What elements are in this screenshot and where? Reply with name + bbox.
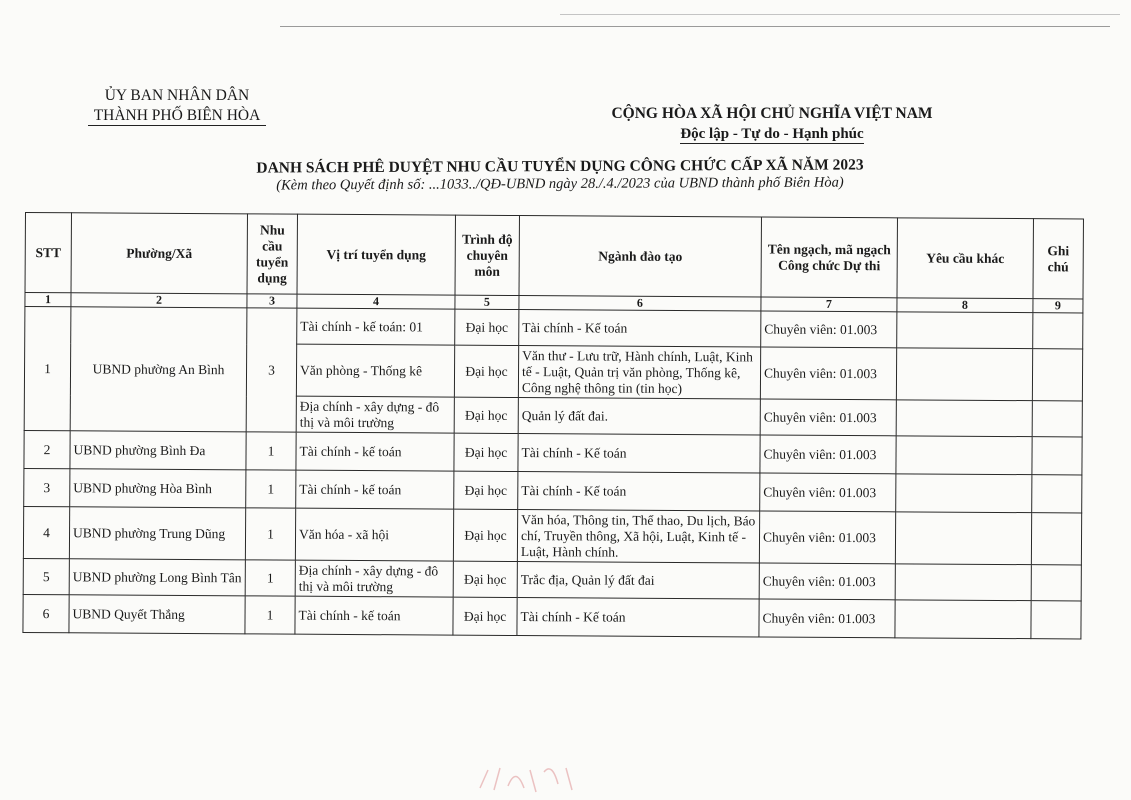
national-motto: Độc lập - Tự do - Hạnh phúc [680, 126, 864, 142]
col-number: 1 [25, 293, 71, 307]
col-number: 9 [1033, 299, 1083, 313]
cell-other [896, 436, 1032, 475]
table-row [23, 506, 1081, 564]
scan-line-top [280, 26, 1110, 27]
cell-other [895, 600, 1031, 639]
col-number: 5 [455, 295, 519, 309]
cell-position: Tài chính - kế toán [295, 596, 453, 635]
cell-other [895, 564, 1031, 601]
issuer-header [62, 86, 292, 126]
cell-level: Đại học [453, 597, 517, 635]
recruitment-table [22, 212, 1084, 639]
header-level: Trình độ chuyên môn [455, 215, 519, 295]
cell-rank: Chuyên viên: 01.003 [760, 435, 896, 474]
cell-need: 1 [245, 596, 295, 634]
cell-level: Đại học [454, 471, 518, 509]
cell-rank: Chuyên viên: 01.003 [760, 399, 896, 436]
table-row [23, 594, 1081, 638]
cell-need: 1 [245, 560, 295, 596]
cell-major: Văn thư - Lưu trữ, Hành chính, Luật, Kinh tế - Luật, Quản trị văn phòng, Thống kê, Công nghệ thông tin (tin học) [518, 346, 760, 399]
faded-stamp-mark [460, 758, 590, 798]
cell-position: Văn hóa - xã hội [295, 508, 453, 561]
col-number: 2 [71, 293, 247, 308]
table-row [24, 468, 1082, 512]
national-title: CỘNG HÒA XÃ HỘI CHỦ NGHĨA VIỆT NAM [611, 105, 933, 122]
document-title: DANH SÁCH PHÊ DUYỆT NHU CẦU TUYỂN DỤNG CÔNG CHỨC CẤP XÃ NĂM 2023 [256, 156, 864, 177]
cell-position: Địa chính - xây dựng - đô thị và môi trường [296, 396, 454, 433]
cell-position: Văn phòng - Thống kê [296, 344, 454, 397]
cell-other [896, 474, 1032, 513]
cell-stt: 2 [24, 430, 70, 468]
cell-position: Địa chính - xây dựng - đô thị và môi trường [295, 560, 453, 597]
cell-level: Đại học [454, 433, 518, 471]
recruitment-table-wrapper [22, 212, 1084, 639]
cell-rank: Chuyên viên: 01.003 [759, 563, 895, 600]
cell-need: 1 [246, 432, 296, 470]
cell-level: Đại học [453, 561, 517, 597]
col-number: 3 [247, 294, 297, 308]
cell-note [1031, 513, 1081, 565]
cell-major: Quản lý đất đai. [518, 398, 760, 435]
cell-stt: 5 [23, 558, 69, 594]
cell-major: Trắc địa, Quản lý đất đai [517, 562, 759, 599]
header-ward: Phường/Xã [71, 213, 247, 294]
col-number: 8 [897, 298, 1033, 313]
cell-stt: 1 [24, 307, 71, 431]
cell-position: Tài chính - kế toán [296, 470, 454, 509]
document-subtitle: (Kèm theo Quyết định số: ...1033../QĐ-UBND ngày 28./.4./2023 của UBND thành phố Biên Hòa) [276, 174, 844, 194]
cell-other [896, 348, 1032, 401]
table-row [24, 430, 1082, 474]
cell-level: Đại học [454, 345, 518, 397]
cell-level: Đại học [454, 397, 518, 433]
cell-note [1032, 401, 1082, 437]
cell-rank: Chuyên viên: 01.003 [759, 599, 895, 638]
cell-major: Tài chính - Kế toán [518, 472, 760, 511]
cell-ward: UBND phường Hòa Bình [70, 469, 246, 508]
cell-ward: UBND phường Long Bình Tân [69, 559, 245, 596]
col-number: 7 [761, 297, 897, 312]
cell-major: Tài chính - Kế toán [518, 434, 760, 473]
header-rank: Tên ngạch, mã ngạch Công chức Dự thi [761, 217, 897, 298]
cell-other [895, 512, 1031, 565]
cell-stt: 6 [23, 594, 69, 632]
cell-note [1032, 349, 1082, 401]
cell-other [896, 400, 1032, 437]
cell-stt: 4 [23, 506, 69, 558]
cell-level: Đại học [453, 509, 517, 561]
cell-ward: UBND phường Trung Dũng [69, 507, 245, 560]
cell-ward: UBND phường An Bình [70, 307, 247, 432]
cell-note [1032, 475, 1082, 513]
cell-note [1033, 313, 1083, 349]
cell-need: 3 [246, 308, 297, 432]
cell-note [1032, 437, 1082, 475]
cell-rank: Chuyên viên: 01.003 [759, 511, 895, 564]
header-major: Ngành đào tạo [519, 216, 761, 297]
cell-rank: Chuyên viên: 01.003 [760, 473, 896, 512]
col-number: 4 [297, 294, 455, 309]
header-need: Nhu cầu tuyển dụng [247, 214, 297, 294]
cell-position: Tài chính - kế toán: 01 [297, 308, 455, 345]
cell-level: Đại học [455, 309, 519, 345]
header-stt: STT [25, 213, 71, 293]
cell-major: Tài chính - Kế toán [519, 310, 761, 347]
cell-note [1031, 601, 1081, 639]
cell-rank: Chuyên viên: 01.003 [761, 311, 897, 348]
cell-ward: UBND Quyết Thắng [69, 595, 245, 634]
cell-rank: Chuyên viên: 01.003 [760, 347, 896, 400]
cell-other [897, 312, 1033, 349]
header-note: Ghi chú [1033, 219, 1083, 299]
header-position: Vị trí tuyển dụng [297, 214, 455, 295]
table-row [25, 307, 1083, 349]
issuer-line-1: ỦY BAN NHÂN DÂN [104, 87, 250, 104]
cell-ward: UBND phường Bình Đa [70, 431, 246, 470]
header-row [25, 213, 1083, 299]
cell-need: 1 [245, 508, 295, 560]
header-other: Yêu cầu khác [897, 218, 1033, 299]
national-header [592, 104, 952, 144]
cell-note [1031, 565, 1081, 601]
cell-major: Văn hóa, Thông tin, Thể thao, Du lịch, Báo chí, Truyền thông, Xã hội, Luật, Kinh tế - Luật, Hành chính. [517, 510, 759, 563]
col-number: 6 [519, 296, 761, 311]
cell-need: 1 [246, 470, 296, 508]
cell-stt: 3 [24, 468, 70, 506]
issuer-line-2: THÀNH PHỐ BIÊN HÒA [88, 107, 267, 126]
cell-position: Tài chính - kế toán [296, 432, 454, 471]
scan-line-top-2 [560, 14, 1120, 15]
cell-major: Tài chính - Kế toán [517, 598, 759, 637]
